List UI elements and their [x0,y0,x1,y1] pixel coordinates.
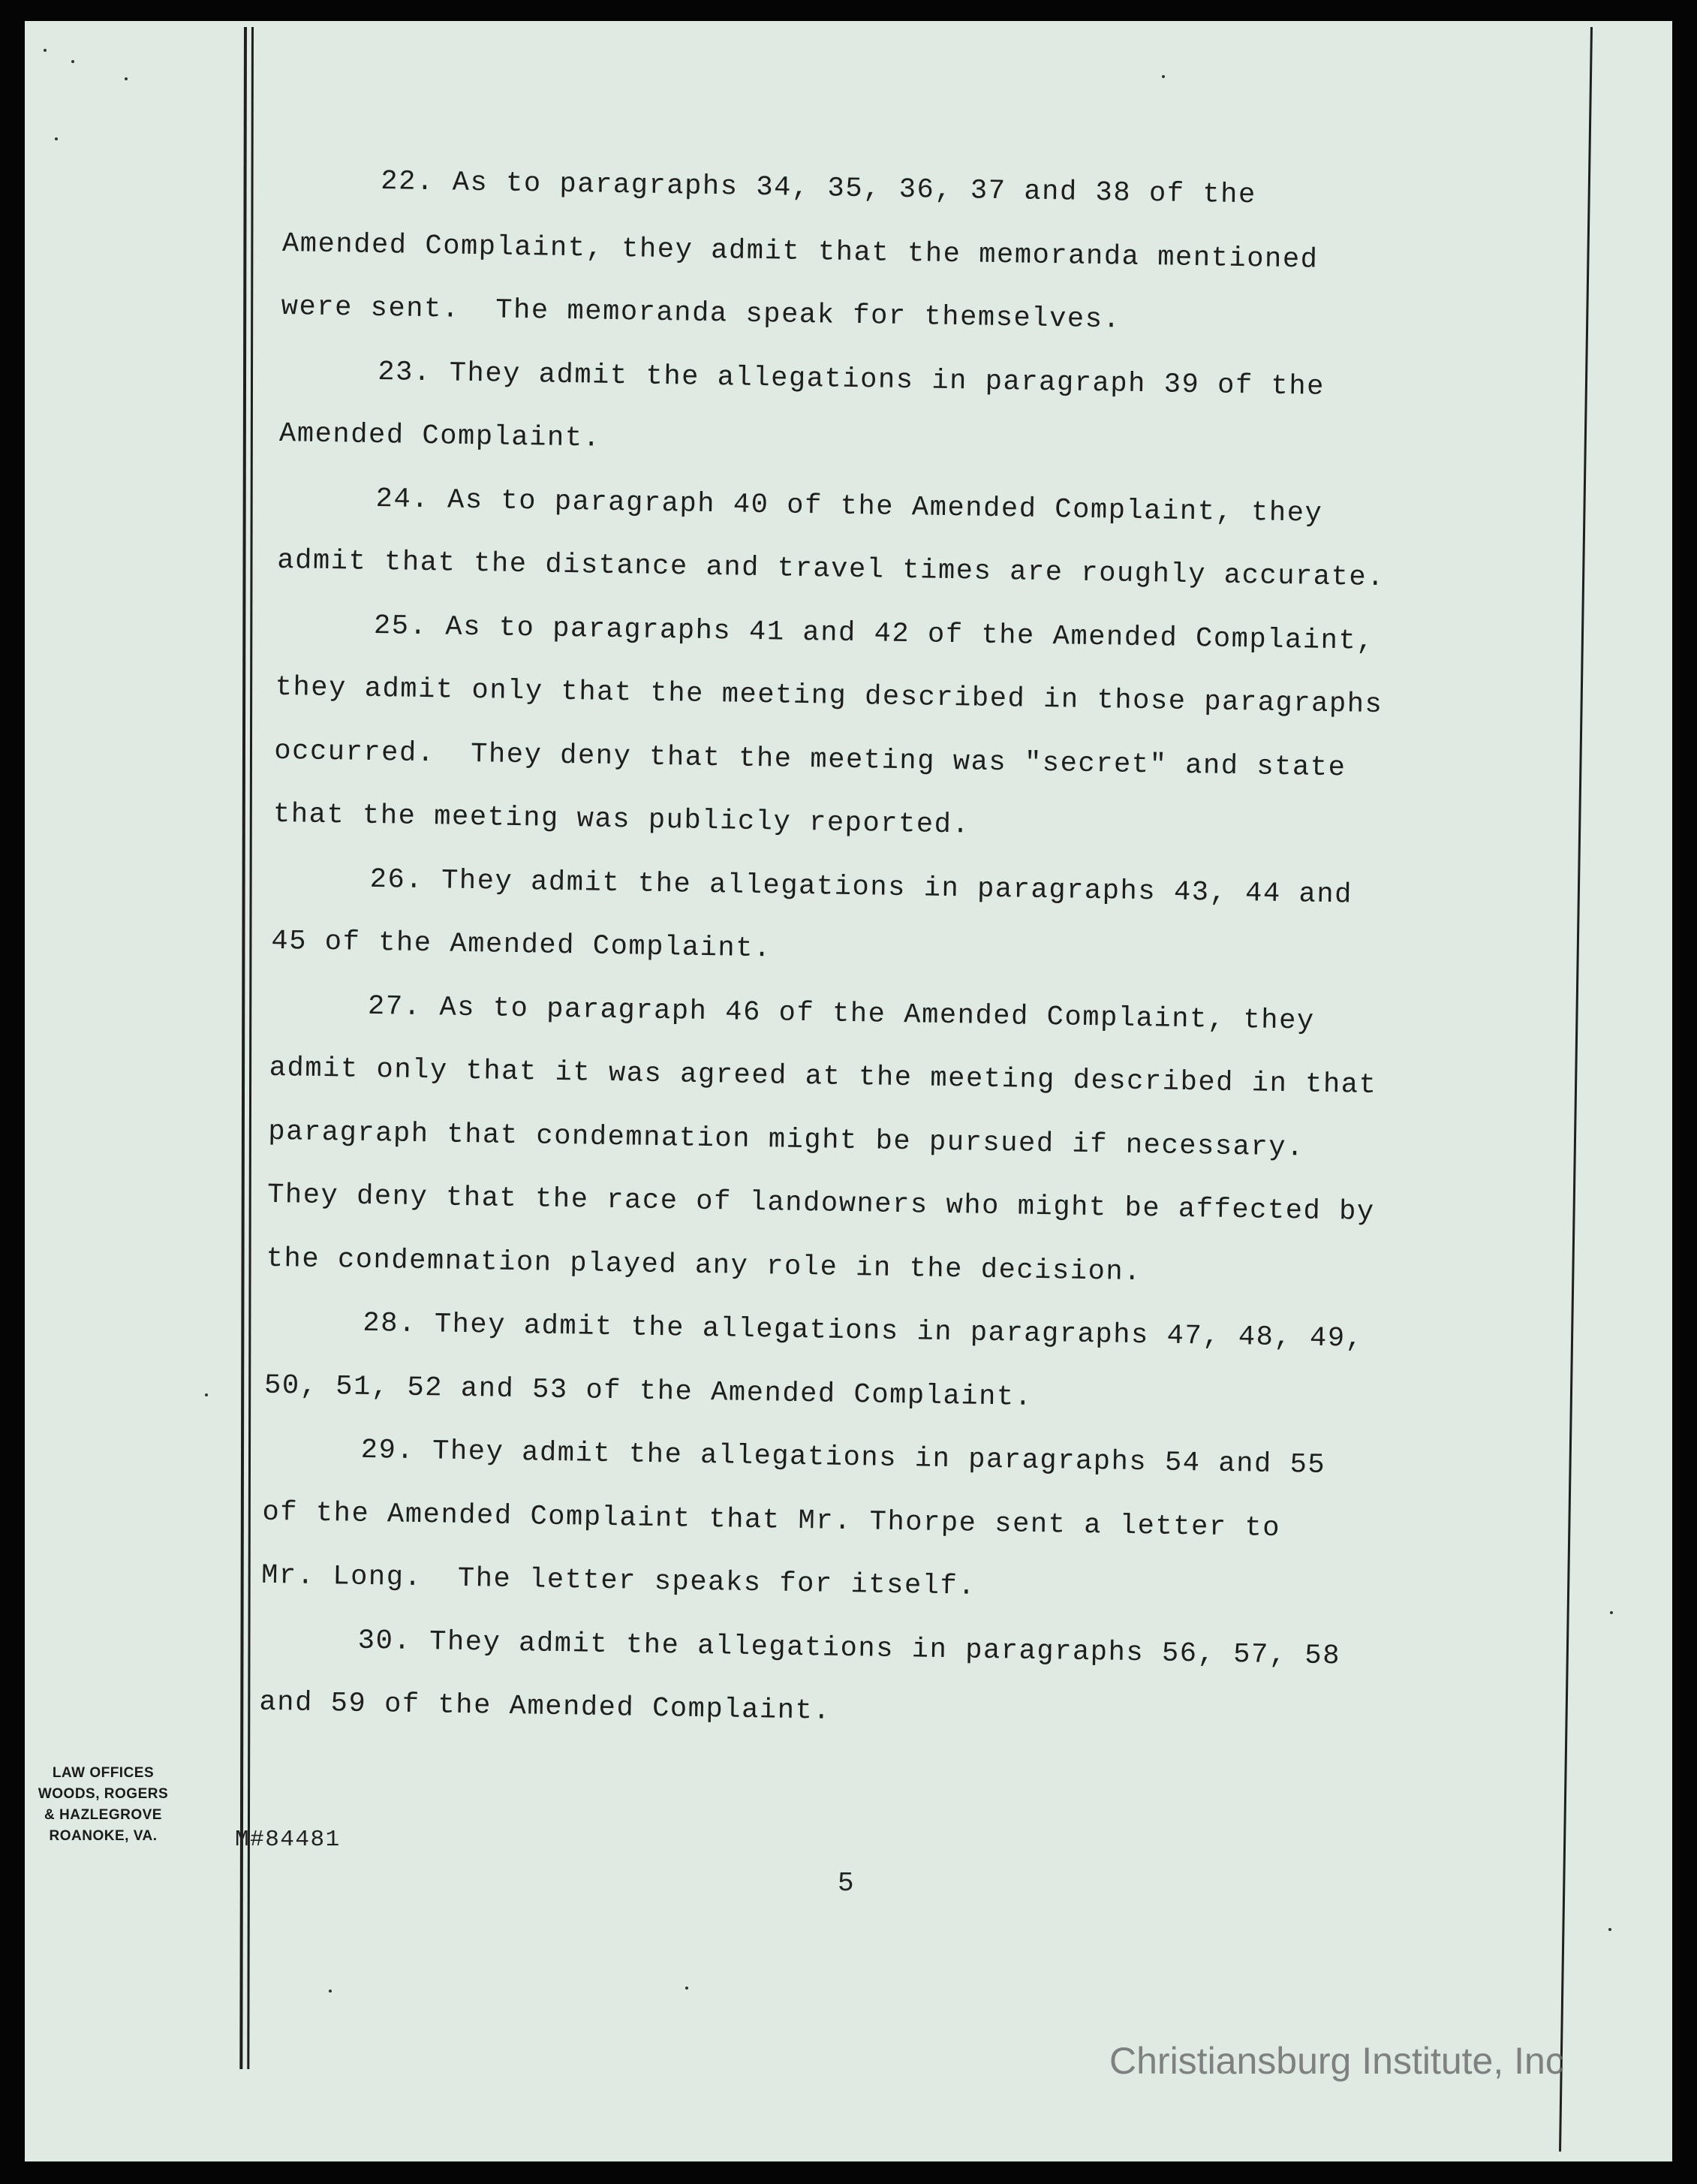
page-number: 5 [838,1868,854,1899]
paragraph-line: As to paragraph 46 of the Amended Complaint, they [439,991,1316,1038]
paragraph-line: Amended Complaint, they admit that the memoranda mentioned [281,227,1319,276]
paragraph-line: admit only that it was agreed at the meeting described in that [269,1052,1377,1102]
paragraph-line: admit that the distance and travel times are roughly accurate. [277,544,1386,595]
paragraph-line: of the Amended Complaint that Mr. Thorpe sent a letter to [262,1496,1281,1544]
watermark: Christiansburg Institute, Inc [1109,2040,1564,2082]
paragraph-28 [263,1291,1496,1437]
speck [205,1393,208,1396]
paragraph-line: and 59 of the Amended Complaint. [259,1686,832,1728]
paragraph-26 [271,846,1503,993]
firm-line: LAW OFFICES [52,1765,155,1781]
paragraph-27 [266,973,1501,1309]
paragraph-23 [278,339,1511,485]
paragraph-30 [259,1607,1491,1754]
paragraph-number: 29. [360,1434,415,1467]
paragraph-line: They admit the allegations in paragraphs 47, 48, 49, [434,1309,1364,1355]
paragraph-29 [260,1417,1494,1627]
speck [1610,1611,1613,1614]
paragraph-line: They deny that the race of landowners who might be affected by [266,1179,1376,1229]
speck [1608,1928,1611,1931]
firm-line: ROANOKE, VA. [49,1828,158,1844]
paragraph-line: 50, 51, 52 and 53 of the Amended Complaint. [263,1369,1033,1414]
paragraph-number: 27. [367,990,422,1023]
paragraph-line: paragraph that condemnation might be pursued if necessary. [268,1116,1305,1164]
firm-line: & HAZLEGROVE [44,1807,162,1823]
paragraph-line: They admit the allegations in paragraphs 43, 44 and [441,864,1353,911]
paragraph-number: 23. [378,356,432,389]
document-page [25,21,1672,2161]
paragraph-number: 30. [357,1625,412,1658]
paragraph-line: were sent. The memoranda speak for themselves. [281,291,1121,336]
paragraph-line: As to paragraphs 34, 35, 36, 37 and 38 of the [452,167,1257,212]
speck [44,49,47,52]
speck [685,1987,688,1990]
firm-line: WOODS, ROGERS [38,1786,169,1802]
answer-body [259,149,1515,1754]
paragraph-number: 24. [375,483,430,516]
paragraph-number: 26. [369,863,424,896]
speck [55,137,58,140]
speck [71,60,74,63]
paragraph-line: the condemnation played any role in the decision. [266,1243,1142,1288]
paragraph-22 [281,149,1515,358]
paragraph-line: As to paragraph 40 of the Amended Complaint, they [447,483,1323,530]
paragraph-line: Mr. Long. The letter speaks for itself. [260,1559,976,1603]
speck [1162,75,1165,78]
paragraph-number: 25. [373,610,428,643]
paragraph-line: that the meeting was publicly reported. [272,798,970,842]
paragraph-line: They admit the allegations in paragraphs 56, 57, 58 [429,1625,1341,1672]
speck [125,77,128,80]
paragraph-line: occurred. They deny that the meeting was "secret" and state [274,735,1346,784]
paragraph-line: They admit the allegations in paragraph 39 of the [449,357,1325,403]
paragraph-24 [277,465,1509,612]
paragraph-number: 22. [380,166,435,199]
left-margin-rule [239,27,247,2069]
paragraph-line: Amended Complaint. [278,417,601,455]
paragraph-line: 45 of the Amended Complaint. [271,925,772,965]
paragraph-number: 28. [363,1307,417,1340]
paragraph-line: As to paragraphs 41 and 42 of the Amended Complaint, [445,610,1375,658]
paragraph-line: They admit the allegations in paragraphs 54 and 55 [432,1435,1326,1482]
document-id: M#84481 [235,1827,341,1853]
paragraph-line: they admit only that the meeting described in those paragraphs [275,671,1383,721]
law-firm-block [26,1763,180,1847]
left-margin-rule-inner [247,27,254,2069]
right-margin-rule [1559,27,1593,2152]
paragraph-25 [272,592,1507,866]
speck [329,1990,332,1993]
